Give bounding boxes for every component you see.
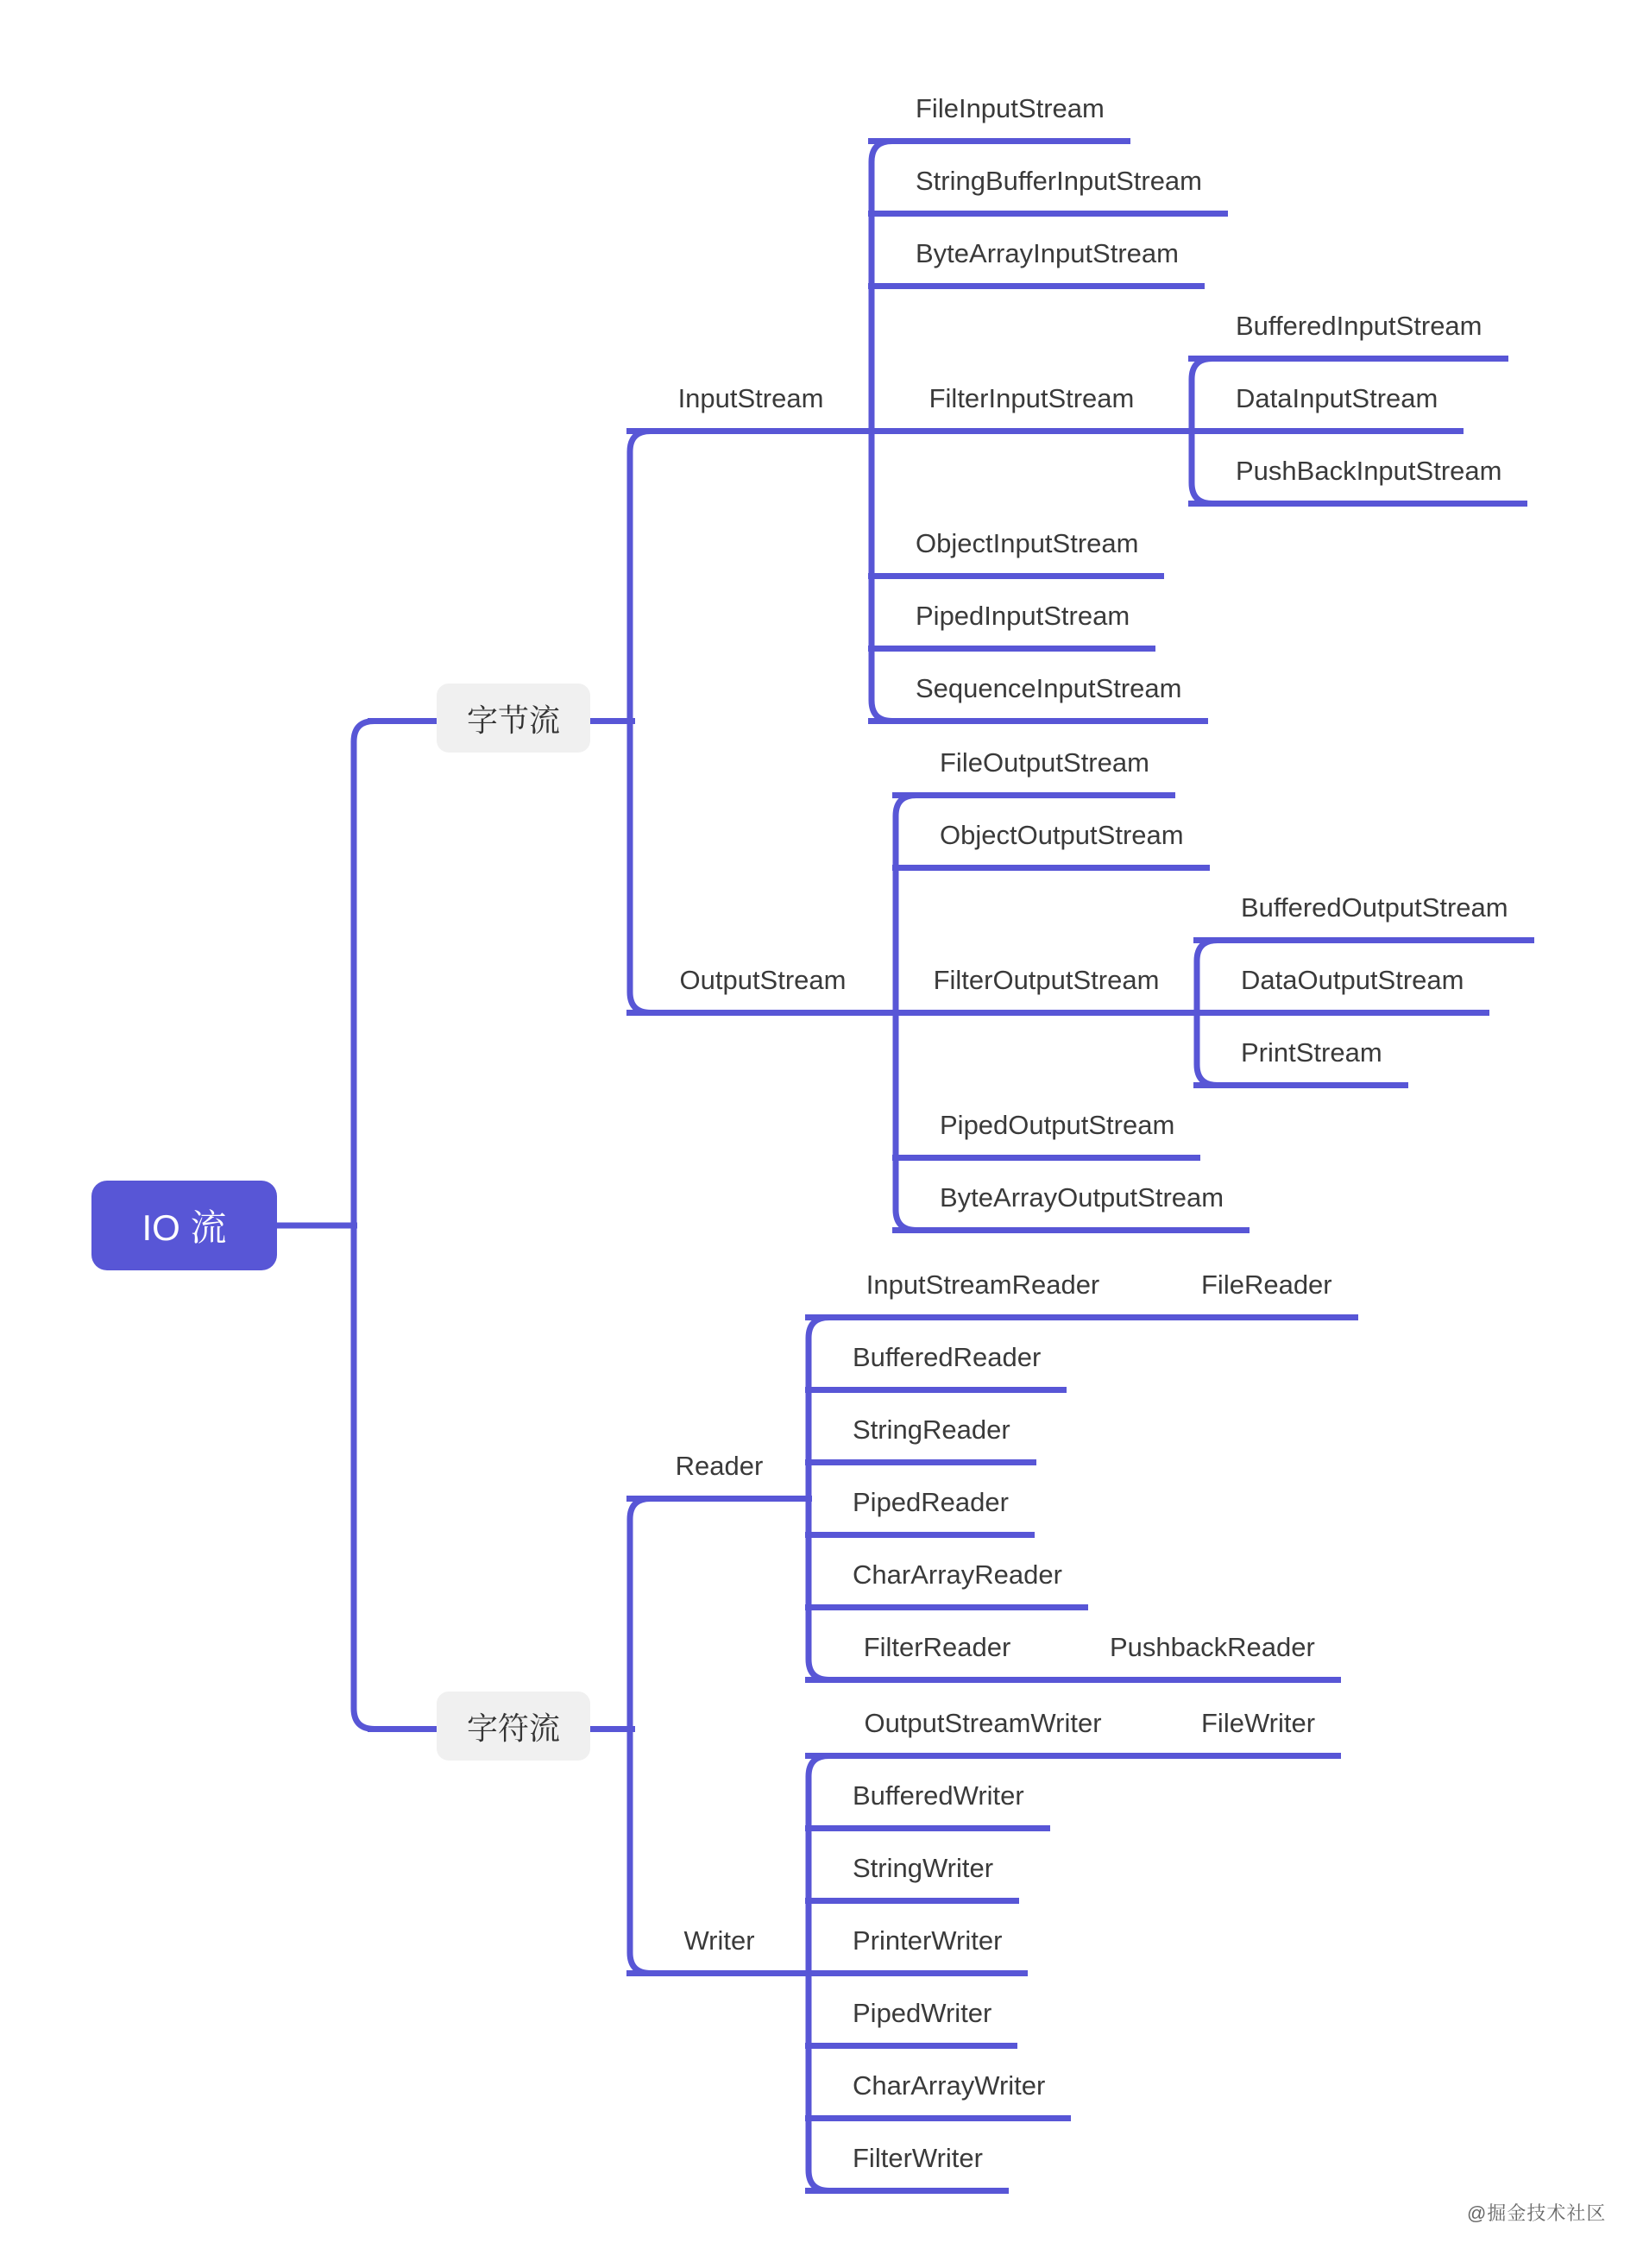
node-dataoutputstream[interactable]: DataOutputStream [1193,963,1489,1016]
node-bufferedwriter[interactable]: BufferedWriter [805,1779,1050,1831]
node-filterinputstream[interactable]: FilterInputStream [868,381,1195,434]
node-fileinputstream[interactable]: FileInputStream [868,91,1130,144]
node-filterreader[interactable]: FilterReader [805,1630,1069,1683]
node-pipedreader[interactable]: PipedReader [805,1485,1035,1538]
node-bufferedinputstream[interactable]: BufferedInputStream [1188,309,1508,362]
node-filterwriter[interactable]: FilterWriter [805,2141,1009,2194]
node-pushbackreader[interactable]: PushbackReader [1062,1630,1341,1683]
node-stringreader[interactable]: StringReader [805,1413,1036,1465]
node-outputstream[interactable]: OutputStream [626,963,899,1016]
node-bufferedoutputstream[interactable]: BufferedOutputStream [1193,891,1534,943]
node-inputstream[interactable]: InputStream [626,381,875,434]
node-datainputstream[interactable]: DataInputStream [1188,381,1464,434]
node-objectinputstream[interactable]: ObjectInputStream [868,526,1164,579]
node-chararrayreader[interactable]: CharArrayReader [805,1558,1088,1610]
branch-node-char-stream[interactable]: 字符流 [437,1692,590,1761]
node-pushbackinputstream[interactable]: PushBackInputStream [1188,454,1527,507]
node-outputstreamwriter[interactable]: OutputStreamWriter [805,1706,1161,1759]
node-bytearrayoutputstream[interactable]: ByteArrayOutputStream [892,1181,1250,1233]
node-filewriter[interactable]: FileWriter [1154,1706,1341,1759]
node-reader[interactable]: Reader [626,1449,812,1502]
node-printerwriter[interactable]: PrinterWriter [805,1924,1028,1976]
node-filereader[interactable]: FileReader [1154,1268,1358,1320]
node-pipedwriter[interactable]: PipedWriter [805,1996,1017,2049]
node-stringbufferinputstream[interactable]: StringBufferInputStream [868,164,1228,217]
node-inputstreamreader[interactable]: InputStreamReader [805,1268,1161,1320]
watermark: @掘金技术社区 [1467,2202,1607,2224]
node-bytearrayinputstream[interactable]: ByteArrayInputStream [868,236,1205,289]
node-objectoutputstream[interactable]: ObjectOutputStream [892,818,1210,871]
node-bufferedreader[interactable]: BufferedReader [805,1340,1067,1393]
node-printstream[interactable]: PrintStream [1193,1036,1408,1088]
node-writer[interactable]: Writer [626,1924,812,1976]
node-chararraywriter[interactable]: CharArrayWriter [805,2069,1071,2121]
node-stringwriter[interactable]: StringWriter [805,1851,1019,1904]
connector-char-bracket [630,1499,651,1974]
node-sequenceinputstream[interactable]: SequenceInputStream [868,671,1208,724]
node-filteroutputstream[interactable]: FilterOutputStream [892,963,1200,1016]
node-pipedoutputstream[interactable]: PipedOutputStream [892,1108,1200,1161]
root-node-io-stream[interactable]: IO 流 [91,1181,277,1270]
node-fileoutputstream[interactable]: FileOutputStream [892,746,1175,798]
node-pipedinputstream[interactable]: PipedInputStream [868,599,1155,652]
branch-node-byte-stream[interactable]: 字节流 [437,684,590,753]
